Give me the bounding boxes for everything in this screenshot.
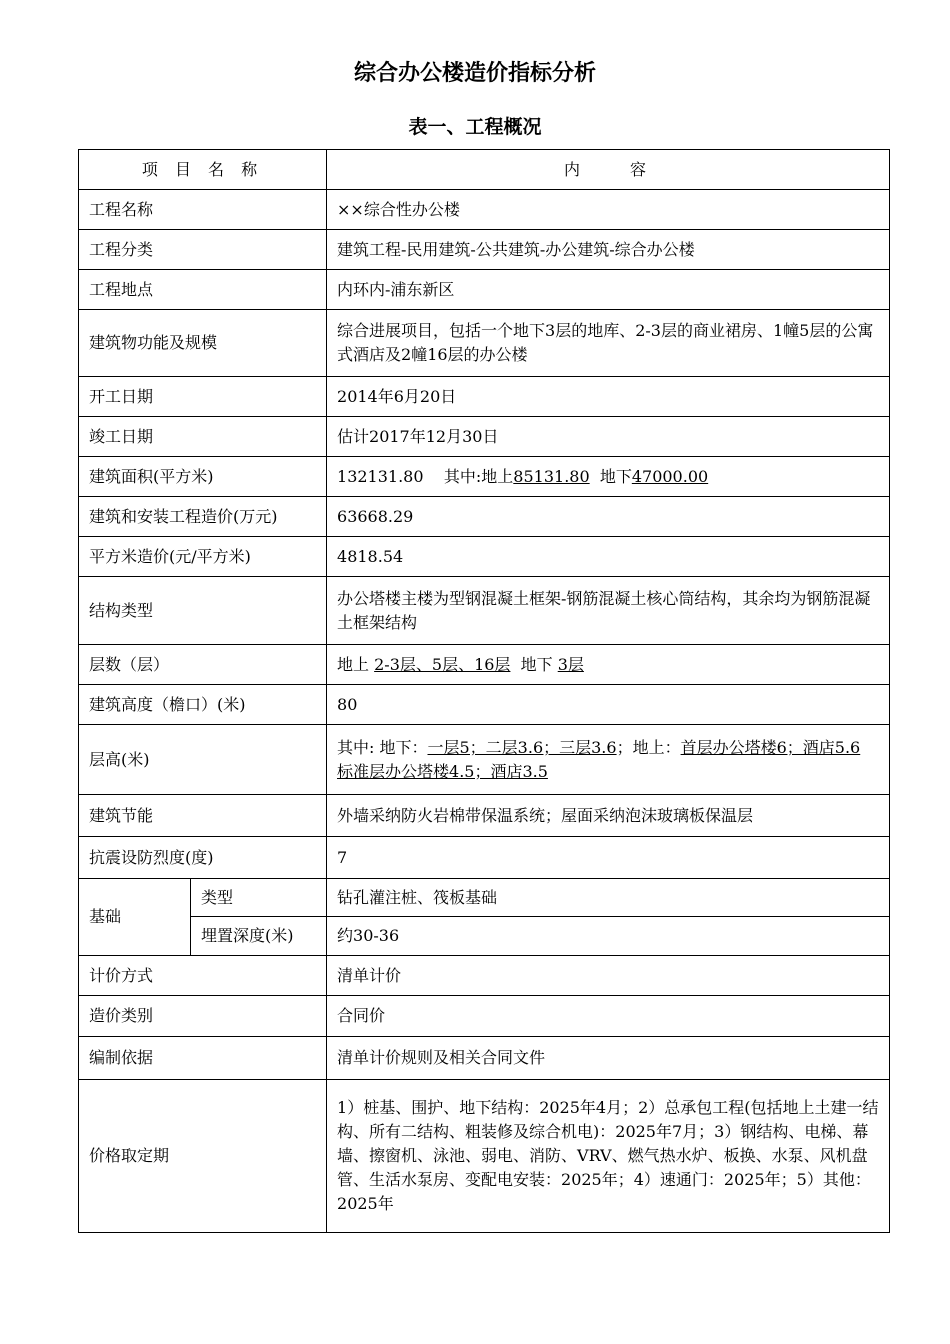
row-label: 平方米造价(元/平方米) <box>79 537 327 577</box>
row-label: 造价类别 <box>79 996 327 1037</box>
underground-heights: 一层5；二层3.6；三层3.6 <box>427 737 617 757</box>
row-value: 7 <box>327 837 890 879</box>
table-row <box>79 310 890 377</box>
table-row <box>79 917 890 956</box>
row-label: 计价方式 <box>79 956 327 996</box>
row-label: 工程地点 <box>79 270 327 310</box>
row-label: 竣工日期 <box>79 417 327 457</box>
header-item-name: 项 目 名 称 <box>79 150 327 190</box>
table-row <box>79 879 890 917</box>
table-row <box>79 956 890 996</box>
table-row <box>79 457 890 497</box>
row-value: 合同价 <box>327 996 890 1037</box>
row-label: 层数（层） <box>79 645 327 685</box>
row-value <box>327 457 890 497</box>
row-value: 4818.54 <box>327 537 890 577</box>
row-value: 建筑工程-民用建筑-公共建筑-办公建筑-综合办公楼 <box>327 230 890 270</box>
total-area: 132131.80 <box>337 466 424 486</box>
above-ground-floors: 2-3层、5层、16层 <box>374 654 511 674</box>
sub-row-label: 埋置深度(米) <box>191 917 327 956</box>
floor-height-prefix: 其中: 地下： <box>337 737 428 757</box>
table-row <box>79 1080 890 1233</box>
table-row <box>79 190 890 230</box>
table-row <box>79 537 890 577</box>
table-row <box>79 270 890 310</box>
floor-height-mid: ；地上： <box>616 737 681 757</box>
row-label: 层高(米) <box>79 725 327 795</box>
area-breakdown-label: 其中:地上 <box>443 466 514 486</box>
table-row <box>79 1037 890 1080</box>
above-ground-label: 地上 <box>337 654 370 674</box>
below-ground-label: 地下 <box>520 654 553 674</box>
above-ground-area: 85131.80 <box>513 466 590 486</box>
row-label: 工程分类 <box>79 230 327 270</box>
above-ground-heights-2: 标准层办公塔楼4.5；酒店3.5 <box>337 761 548 781</box>
row-label: 建筑物功能及规模 <box>79 310 327 377</box>
row-value: 约30-36 <box>327 917 890 956</box>
table-row <box>79 996 890 1037</box>
header-content: 内 容 <box>327 150 890 190</box>
row-label: 建筑和安装工程造价(万元) <box>79 497 327 537</box>
row-value <box>327 645 890 685</box>
table-title: 表一、工程概况 <box>408 116 542 138</box>
row-value: 80 <box>327 685 890 725</box>
below-ground-area: 47000.00 <box>631 466 709 486</box>
row-value: 估计2017年12月30日 <box>327 417 890 457</box>
row-label: 开工日期 <box>79 377 327 417</box>
row-value: 内环内-浦东新区 <box>327 270 890 310</box>
table-row <box>79 417 890 457</box>
table-row <box>79 230 890 270</box>
row-label: 价格取定期 <box>79 1080 327 1233</box>
row-value: 清单计价 <box>327 956 890 996</box>
table-row <box>79 377 890 417</box>
table-header-row <box>79 150 890 190</box>
project-overview-table <box>78 149 890 1233</box>
row-label: 建筑节能 <box>79 795 327 837</box>
table-row <box>79 497 890 537</box>
row-value: 外墙采纳防火岩棉带保温系统；屋面采纳泡沫玻璃板保温层 <box>327 795 890 837</box>
table-row <box>79 795 890 837</box>
table-row <box>79 837 890 879</box>
row-label: 建筑高度（檐口）(米) <box>79 685 327 725</box>
row-value: 2014年6月20日 <box>327 377 890 417</box>
row-label: 基础 <box>79 879 191 956</box>
above-ground-heights-1: 首层办公塔楼6；酒店5.6 <box>680 737 861 757</box>
row-value: ××综合性办公楼 <box>327 190 890 230</box>
table-row <box>79 577 890 645</box>
row-value: 钻孔灌注桩、筏板基础 <box>327 879 890 917</box>
table-row <box>79 685 890 725</box>
row-label: 结构类型 <box>79 577 327 645</box>
row-value: 综合进展项目，包括一个地下3层的地库、2-3层的商业裙房、1幢5层的公寓式酒店及2幢16层的办公楼 <box>327 310 890 377</box>
row-label: 抗震设防烈度(度) <box>79 837 327 879</box>
table-row <box>79 725 890 795</box>
below-ground-floors: 3层 <box>557 654 584 674</box>
row-label: 工程名称 <box>79 190 327 230</box>
row-value: 办公塔楼主楼为型钢混凝土框架-钢筋混凝土核心筒结构，其余均为钢筋混凝土框架结构 <box>327 577 890 645</box>
table-row <box>79 645 890 685</box>
sub-row-label: 类型 <box>191 879 327 917</box>
document-title: 综合办公楼造价指标分析 <box>353 61 596 86</box>
row-value: 清单计价规则及相关合同文件 <box>327 1037 890 1080</box>
row-label: 建筑面积(平方米) <box>79 457 327 497</box>
below-ground-label: 地下 <box>599 466 632 486</box>
row-value: 63668.29 <box>327 497 890 537</box>
row-label: 编制依据 <box>79 1037 327 1080</box>
row-value: 1）桩基、围护、地下结构：2025年4月；2）总承包工程(包括地上土建一结构、所有二结构、粗装修及综合机电)：2025年7月；3）钢结构、电梯、幕墙、擦窗机、泳池、弱电、消防、VRV、燃气热水炉、板换、水泵、风机盘管、生活水泵房、变配电安装：2025年；4）速通门：2025年；5）其他：2025年 <box>327 1080 890 1233</box>
row-value <box>327 725 890 795</box>
